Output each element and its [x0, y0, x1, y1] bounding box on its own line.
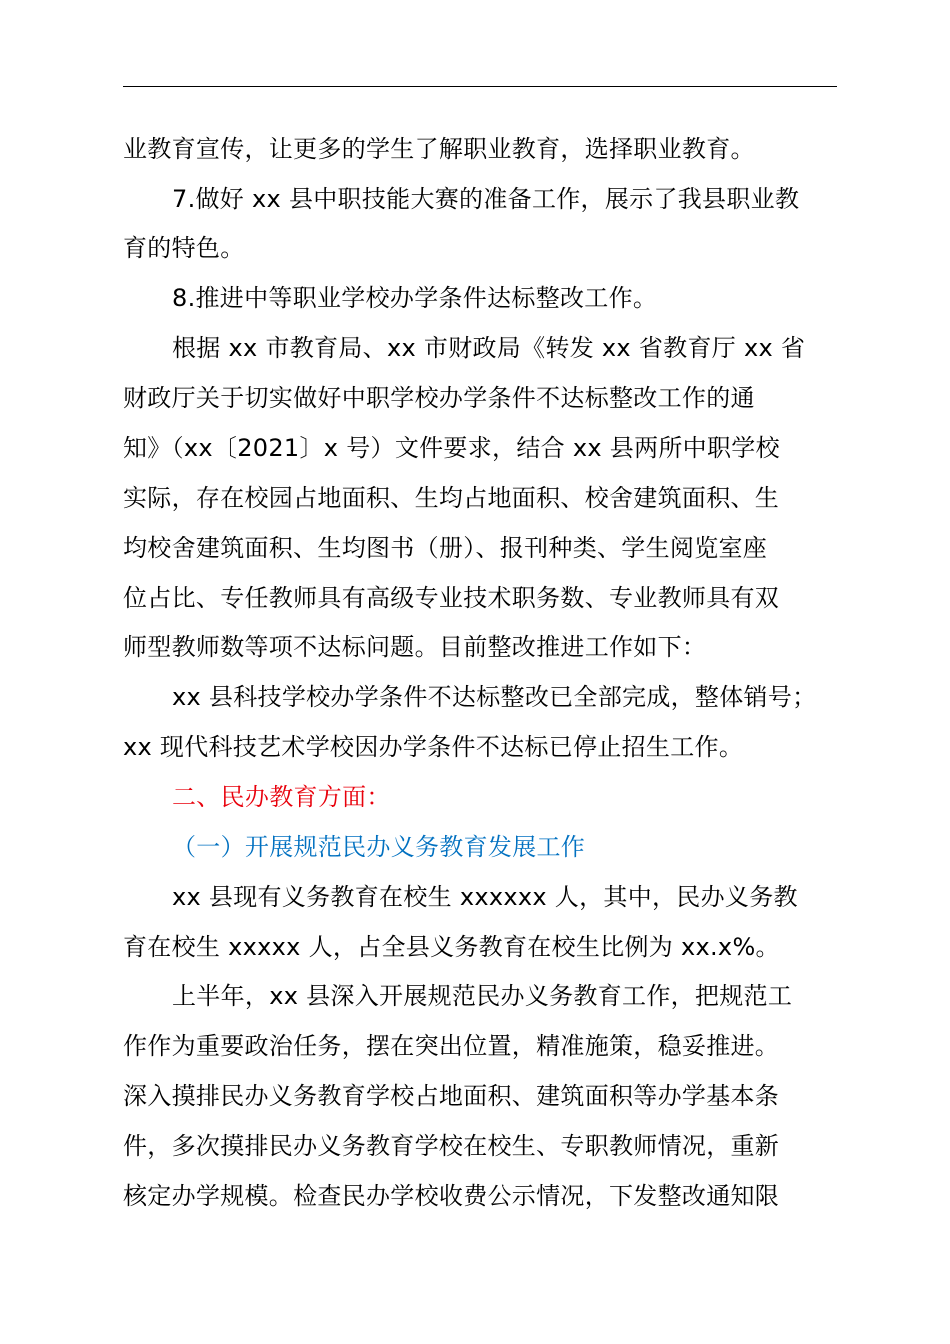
text-line: 作作为重要政治任务，摆在突出位置，精准施策，稳妥推进。 [123, 1032, 780, 1060]
text-line: xx 县科技学校办学条件不达标整改已全部完成，整体销号； [172, 683, 817, 711]
text-line: 师型教师数等项不达标问题。目前整改推进工作如下： [123, 633, 707, 661]
text-line: 育的特色。 [123, 234, 245, 262]
text-line: 位占比、专任教师具有高级专业技术职务数、专业教师具有双 [123, 584, 780, 612]
header-rule [123, 86, 837, 87]
text-line: xx 现代科技艺术学校因办学条件不达标已停止招生工作。 [123, 733, 744, 761]
text-line: 8.推进中等职业学校办学条件达标整改工作。 [172, 284, 658, 312]
text-line: 根据 xx 市教育局、xx 市财政局《转发 xx 省教育厅 xx 省 [172, 334, 806, 362]
text-line: 深入摸排民办义务教育学校占地面积、建筑面积等办学基本条 [123, 1082, 780, 1110]
text-line: 财政厅关于切实做好中职学校办学条件不达标整改工作的通 [123, 384, 755, 412]
text-line: 件，多次摸排民办义务教育学校在校生、专职教师情况，重新 [123, 1132, 780, 1160]
text-line: 核定办学规模。检查民办学校收费公示情况，下发整改通知限 [123, 1182, 780, 1210]
text-line: 实际，存在校园占地面积、生均占地面积、校舍建筑面积、生 [123, 484, 780, 512]
text-line: 育在校生 xxxxx 人，占全县义务教育在校生比例为 xx.x%。 [123, 933, 780, 961]
text-line: 知》（xx〔2021〕x 号）文件要求，结合 xx 县两所中职学校 [123, 434, 780, 462]
text-line: 均校舍建筑面积、生均图书（册）、报刊种类、学生阅览室座 [123, 534, 768, 562]
text-line: 业教育宣传，让更多的学生了解职业教育，选择职业教育。 [123, 135, 755, 163]
subsection-heading: （一）开展规范民办义务教育发展工作 [172, 833, 586, 861]
section-heading: 二、民办教育方面： [172, 783, 391, 811]
text-line: 上半年，xx 县深入开展规范民办义务教育工作，把规范工 [172, 982, 793, 1010]
text-line: xx 县现有义务教育在校生 xxxxxx 人，其中，民办义务教 [172, 883, 798, 911]
text-line: 7.做好 xx 县中职技能大赛的准备工作，展示了我县职业教 [172, 185, 800, 213]
